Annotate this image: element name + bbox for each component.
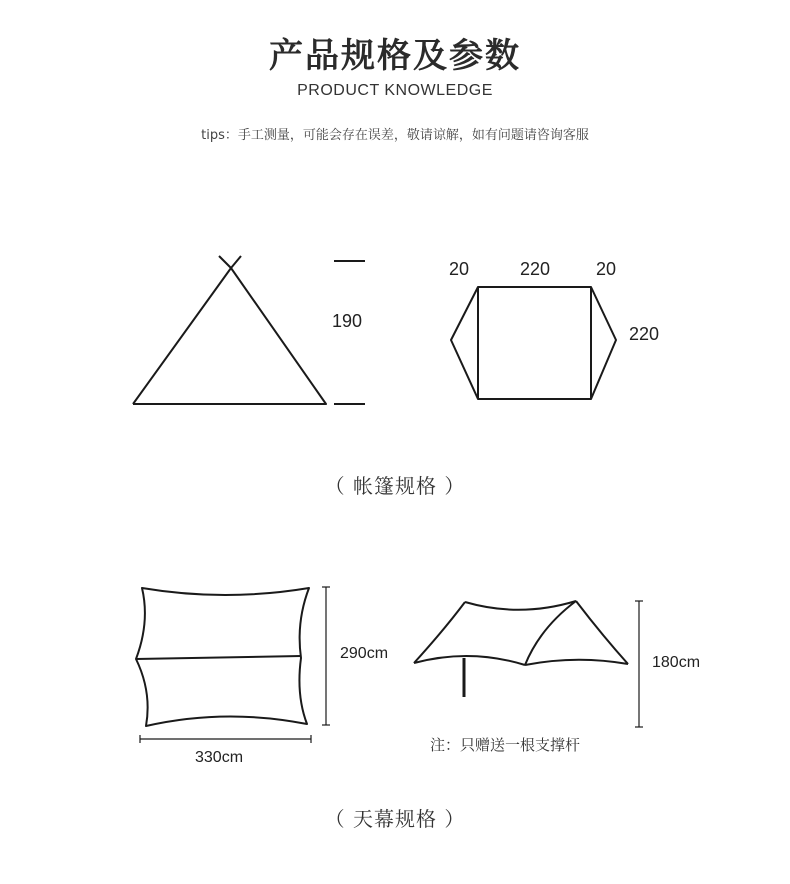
tarp-width-dimension <box>140 735 311 743</box>
tarp-spec-caption: （ 天幕规格 ） <box>324 807 466 831</box>
tarp-pitched-height-label: 180cm <box>652 654 701 671</box>
tips-text: tips：手工测量，可能会存在误差，敬请谅解，如有问题请咨询客服 <box>201 128 589 143</box>
tent-top-left-label: 20 <box>449 259 470 279</box>
tent-top-middle-label: 220 <box>520 259 551 279</box>
tent-height-label: 190 <box>332 311 363 331</box>
tarp-height-label: 290cm <box>340 645 389 662</box>
tarp-top-view <box>136 588 309 726</box>
tarp-width-label: 330cm <box>195 749 244 766</box>
tent-side-view <box>133 256 326 404</box>
tarp-pitched-height-dimension <box>635 601 643 727</box>
tent-side-label: 220 <box>629 324 660 344</box>
tent-top-right-label: 20 <box>596 259 617 279</box>
page-subtitle: PRODUCT KNOWLEDGE <box>297 82 493 99</box>
tarp-note: 注：只赠送一根支撑杆 <box>430 736 581 754</box>
tent-floor-plan <box>451 287 616 399</box>
tarp-height-dimension <box>322 587 330 725</box>
page-title: 产品规格及参数 <box>269 36 521 76</box>
tarp-pitched-view <box>414 601 628 697</box>
tent-spec-caption: （ 帐篷规格 ） <box>324 474 466 498</box>
